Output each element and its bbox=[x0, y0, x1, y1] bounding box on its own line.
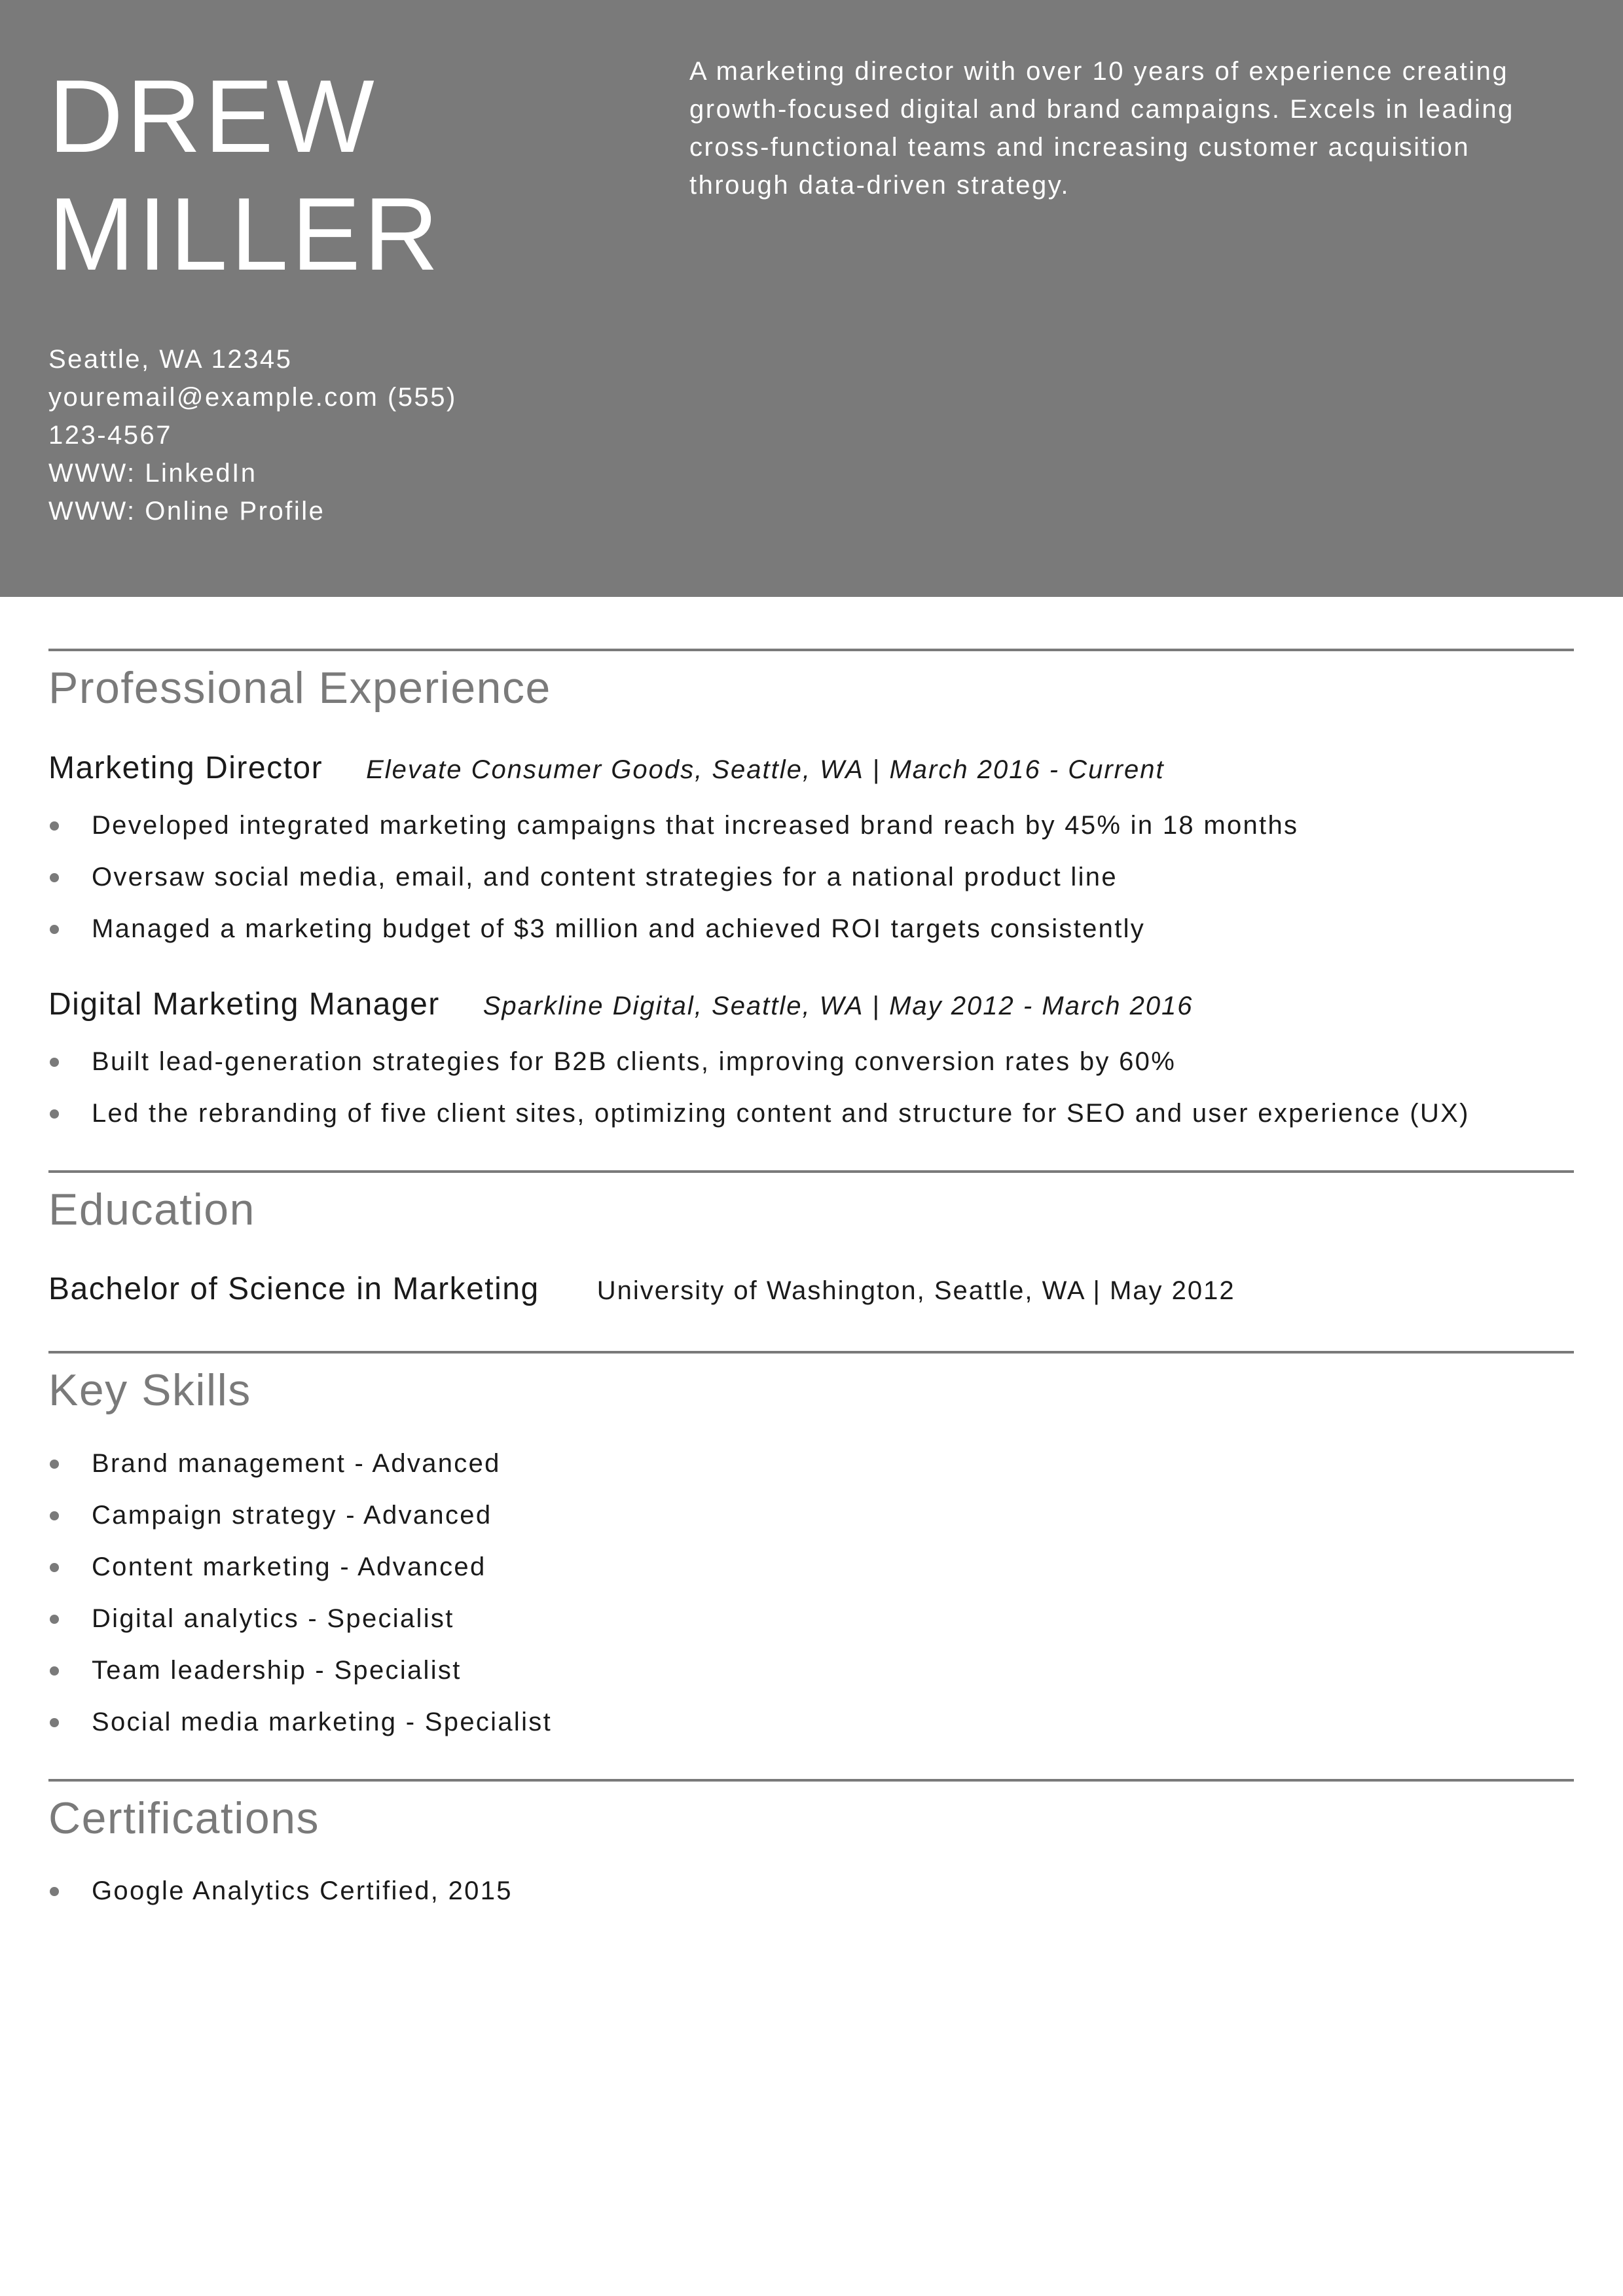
list-item: Developed integrated marketing campaigns that increased brand reach by 45% in 18 months bbox=[48, 800, 1298, 852]
section-title-education: Education bbox=[48, 1185, 255, 1234]
section-title-experience: Professional Experience bbox=[48, 663, 551, 713]
list-item: Built lead-generation strategies for B2B clients, improving conversion rates by 60% bbox=[48, 1036, 1470, 1088]
list-item: Led the rebranding of five client sites, optimizing content and structure for SEO and user experience (UX) bbox=[48, 1088, 1470, 1139]
list-item: Digital analytics - Specialist bbox=[48, 1593, 552, 1645]
job-separator: | bbox=[864, 992, 890, 1020]
list-item: Content marketing - Advanced bbox=[48, 1541, 552, 1593]
skills-list bbox=[48, 1438, 552, 1748]
job-dates: May 2012 - March 2016 bbox=[889, 992, 1194, 1020]
job-entry-1 bbox=[48, 749, 1165, 789]
degree: Bachelor of Science in Marketing bbox=[48, 1272, 539, 1306]
contact-email-phone: youremail@example.com (555) bbox=[48, 383, 457, 412]
section-divider bbox=[48, 1170, 1574, 1173]
first-name: DREW bbox=[48, 59, 378, 174]
job-dates: March 2016 - Current bbox=[889, 755, 1165, 784]
certifications-list bbox=[48, 1865, 513, 1917]
contact-online-profile: WWW: Online Profile bbox=[48, 497, 325, 526]
list-item: Team leadership - Specialist bbox=[48, 1645, 552, 1696]
job-role: Marketing Director bbox=[48, 751, 323, 785]
contact-phone-rest: 123-4567 bbox=[48, 421, 173, 450]
list-item: Google Analytics Certified, 2015 bbox=[48, 1865, 513, 1917]
section-divider bbox=[48, 1351, 1574, 1354]
job-2-bullets bbox=[48, 1036, 1470, 1139]
section-title-skills: Key Skills bbox=[48, 1365, 251, 1415]
section-divider bbox=[48, 649, 1574, 651]
contact-location: Seattle, WA 12345 bbox=[48, 345, 293, 374]
job-location: , Seattle, WA bbox=[695, 755, 864, 784]
last-name: MILLER bbox=[48, 177, 442, 292]
job-role: Digital Marketing Manager bbox=[48, 987, 440, 1022]
list-item: Social media marketing - Specialist bbox=[48, 1696, 552, 1748]
job-meta bbox=[483, 992, 1194, 1020]
section-title-certifications: Certifications bbox=[48, 1793, 320, 1843]
candidate-name bbox=[48, 58, 442, 293]
list-item: Managed a marketing budget of $3 million and achieved ROI targets consistently bbox=[48, 903, 1298, 955]
school-info: University of Washington, Seattle, WA | May 2012 bbox=[596, 1276, 1235, 1305]
contact-linkedin: WWW: LinkedIn bbox=[48, 459, 257, 488]
education-entry bbox=[48, 1270, 1235, 1310]
job-separator: | bbox=[864, 755, 890, 784]
contact-info bbox=[48, 340, 507, 530]
section-divider bbox=[48, 1779, 1574, 1782]
list-item: Campaign strategy - Advanced bbox=[48, 1490, 552, 1541]
list-item: Oversaw social media, email, and content strategies for a national product line bbox=[48, 852, 1298, 903]
list-item: Brand management - Advanced bbox=[48, 1438, 552, 1490]
job-1-bullets bbox=[48, 800, 1298, 955]
job-location: , Seattle, WA bbox=[694, 992, 864, 1020]
professional-summary: A marketing director with over 10 years of experience creating growth-focused digital and brand campaigns. Excels in leading cross-functional teams and increasing customer acquisition through data-driven strategy. bbox=[689, 57, 1514, 200]
resume-header bbox=[0, 0, 1623, 597]
job-meta bbox=[366, 755, 1165, 784]
job-entry-2 bbox=[48, 985, 1194, 1026]
job-company: Elevate Consumer Goods bbox=[366, 755, 695, 784]
job-company: Sparkline Digital bbox=[483, 992, 695, 1020]
